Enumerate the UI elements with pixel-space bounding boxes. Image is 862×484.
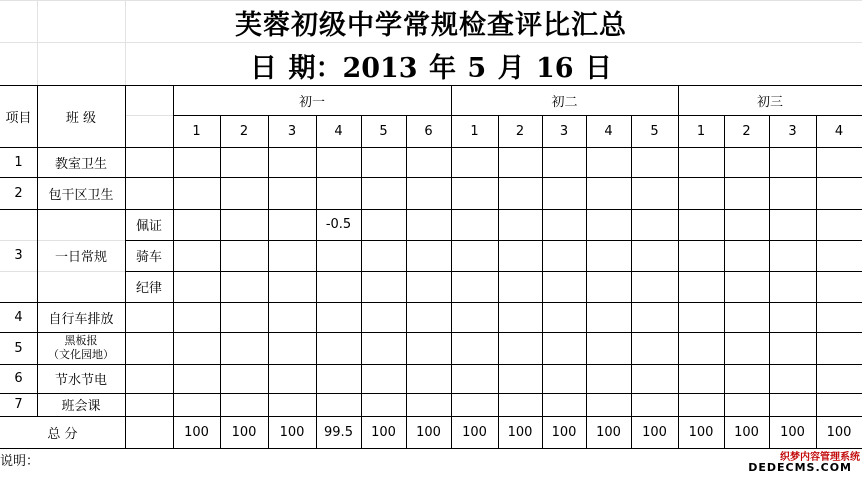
grid-line: [0, 0, 862, 1]
table-border: [0, 332, 862, 333]
total-value: 100: [462, 424, 487, 440]
total-value: 100: [780, 424, 805, 440]
total-label: 总 分: [47, 426, 78, 442]
grade-header: 初一: [298, 94, 325, 110]
table-border: [125, 240, 862, 241]
row-item-label: 教室卫生: [54, 156, 107, 172]
class-number-header: 6: [424, 123, 433, 139]
table-border: [498, 115, 499, 448]
class-number-header: 2: [239, 123, 249, 139]
table-border: [542, 115, 543, 448]
col-item-header: 项目: [5, 110, 32, 126]
total-value: 100: [231, 424, 257, 440]
class-number-header: 3: [788, 123, 797, 139]
row-item-label: 节水节电: [54, 373, 107, 388]
row-item-label: 自行车排放: [48, 311, 114, 327]
class-number-header: 1: [696, 123, 706, 139]
grid-line: [0, 42, 862, 43]
table-border: [361, 115, 362, 448]
row-item-label: 黑板报 （文化园地）: [48, 334, 114, 361]
note-label: 说明：: [0, 453, 40, 469]
table-border: [816, 115, 817, 448]
table-border: [220, 115, 221, 448]
table-border: [268, 115, 269, 448]
table-border: [586, 115, 587, 448]
row-item-label: 班会课: [61, 399, 101, 414]
watermark-text: 织梦内容管理系统: [780, 452, 860, 463]
total-value: 100: [416, 424, 441, 440]
total-value: 100: [642, 424, 667, 440]
row-number: 6: [14, 371, 23, 386]
grade-header: 初三: [756, 94, 783, 110]
subitem-label: 佩证: [135, 219, 162, 234]
total-value: 100: [279, 424, 305, 440]
total-value: 100: [551, 424, 577, 440]
table-border: [769, 115, 770, 448]
total-value: 100: [507, 424, 533, 440]
row-item-label: 一日常规: [54, 250, 107, 265]
total-value: 100: [596, 424, 621, 440]
total-value: 100: [184, 424, 209, 440]
date-line: 日 期：2013 年 5 月 16 日: [250, 52, 612, 84]
class-number-header: 5: [650, 123, 659, 139]
watermark-url: DEDECMS.COM: [748, 461, 852, 474]
class-number-header: 2: [515, 123, 525, 139]
row-number: 4: [14, 309, 23, 325]
row-number: 7: [14, 397, 23, 412]
row-number: 5: [14, 340, 23, 356]
table-border: [0, 177, 862, 178]
subitem-label: 骑车: [135, 250, 162, 265]
row-number: 1: [14, 154, 23, 170]
col-class-header: 班 级: [65, 110, 97, 126]
class-number-header: 3: [559, 123, 569, 139]
table-border: [0, 448, 862, 449]
table-border: [0, 364, 862, 365]
class-number-header: 3: [287, 123, 297, 139]
total-value: 100: [734, 424, 759, 440]
page-title: 芙蓉初级中学常规检查评比汇总: [235, 9, 627, 41]
class-number-header: 1: [192, 123, 201, 139]
total-value: 100: [371, 424, 396, 440]
table-border: [0, 302, 862, 303]
row-item-label: 包干区卫生: [48, 187, 114, 203]
class-number-header: 4: [334, 123, 343, 139]
grade-header: 初二: [551, 94, 578, 110]
total-value: 99.5: [324, 424, 353, 440]
row-number: 3: [14, 248, 23, 263]
table-border: [316, 115, 317, 448]
class-number-header: 2: [742, 123, 751, 139]
table-border: [406, 115, 407, 448]
table-border: [0, 393, 862, 394]
row-number: 2: [14, 185, 23, 201]
total-value: 100: [826, 424, 852, 440]
table-border: [724, 115, 725, 448]
class-number-header: 4: [834, 123, 844, 139]
grid-line: [125, 115, 173, 116]
class-number-header: 5: [379, 123, 388, 139]
total-value: 100: [688, 424, 714, 440]
table-border: [125, 271, 862, 272]
class-number-header: 1: [470, 123, 479, 139]
class-number-header: 4: [604, 123, 613, 139]
table-border: [631, 115, 632, 448]
deduction-value: -0.5: [325, 217, 352, 232]
subitem-label: 纪律: [135, 281, 162, 296]
table-border: [0, 147, 862, 148]
